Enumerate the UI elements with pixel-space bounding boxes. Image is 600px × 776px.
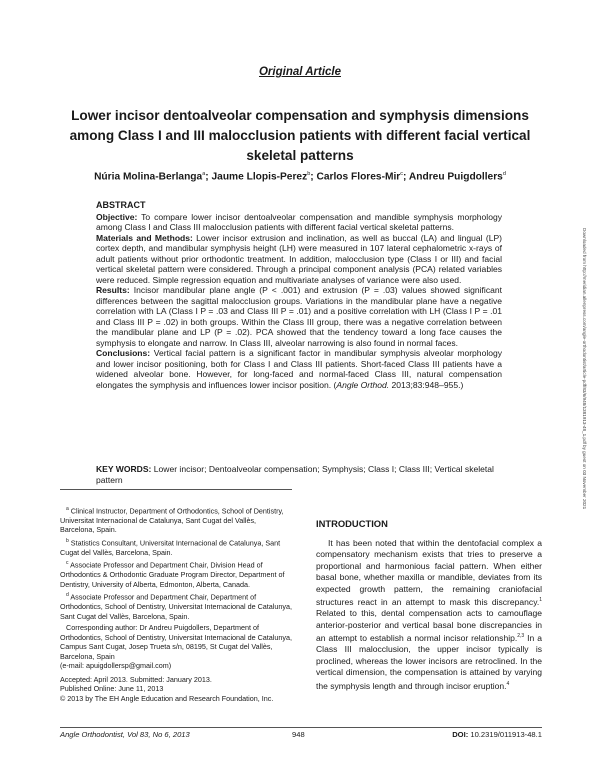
author-name: Carlos Flores-Mir — [316, 171, 401, 183]
doi-value: 10.2319/011913-48.1 — [468, 730, 542, 739]
accepted-date: Accepted: April 2013. Submitted: January 2013. — [60, 674, 212, 684]
author-name: Jaume Llopis-Perez — [211, 171, 308, 183]
affiliation — [60, 537, 292, 557]
affiliation-text: Clinical Instructor, Department of Orthodontics, School of Dentistry, Universitat Internacional de Catalunya, Sant Cugat del Vallès, Barcelona, Spain. — [60, 506, 284, 535]
corresponding-text: Corresponding author: Dr Andreu Puigdollers, Department of Orthodontics, School of Dentistry, Universitat Internacional de Catalunya, Campus Sant Cugat, Josep Trueta s/n, 08195, St Cugat del Vallès, Barcelona, Spain — [60, 623, 292, 661]
citation-journal: Angle Orthod. — [336, 379, 390, 390]
objective-label: Objective: — [96, 211, 138, 222]
affiliation-mark: c — [66, 560, 69, 567]
objective-text: To compare lower incisor dentoalveolar compensation and mandible symphysis morphology among Class I and Class III malocclusion patients with different facial vertical skeletal patterns. — [96, 211, 502, 232]
article-title: Lower incisor dentoalveolar compensation and symphysis dimensions among Class I and III malocclusion patients with different facial vertical skeletal patterns — [69, 108, 531, 163]
author-separator: ; — [403, 171, 409, 183]
conclusions-label: Conclusions: — [96, 348, 151, 358]
abstract-methods — [96, 233, 502, 286]
affiliation-text: Associate Professor and Department Chair, Division Head of Orthodontics & Orthodontic Graduate Program Director, Department of Dentistry, University of Alberta, Edmonton, Alberta, Canada. — [60, 560, 285, 589]
doi-label: DOI: — [452, 730, 469, 739]
download-note-text: Downloaded from http://meridian.allenpress.com/angle-orthodontist/article-pdf/83/6/948/1381913-48_1.pdf by guest on 03 November 2021 — [582, 228, 587, 510]
author-separator: ; — [205, 171, 212, 183]
conclusions-text: Vertical facial pattern is a significant factor in mandibular symphysis alveolar morphology and lower incisor positioning, both for Class I and Class III patients. Short-faced Class III patients have a widened alveolar bone. However, for long-faced and normal-faced Class III, natural compensation elongates the symphysis and influences lower incisor position. — [96, 348, 502, 390]
corresponding-email: (e-mail: apuigdollersp@gmail.com) — [60, 661, 172, 671]
affiliation-mark: a — [202, 171, 206, 177]
affiliation — [60, 591, 292, 621]
copyright: © 2013 by The EH Angle Education and Research Foundation, Inc. — [60, 693, 274, 703]
intro-sentence: Related to this, dental compensation acts to camouflage anterior-posterior and vertical basal bone discrepancies in an attempt to establish a normal incisor relationship. — [316, 608, 542, 643]
abstract-results — [96, 285, 502, 348]
affiliation-mark: a — [66, 506, 69, 512]
section-label: Original Article — [258, 66, 341, 78]
author-list — [60, 171, 540, 182]
footer-divider — [60, 727, 542, 728]
author-name: Andreu Puigdollers — [408, 171, 503, 183]
affiliations — [60, 505, 292, 705]
author-separator: ; — [310, 171, 317, 183]
abstract-heading: ABSTRACT — [96, 200, 146, 210]
affiliation-mark: c — [400, 171, 404, 177]
footer-doi — [440, 730, 542, 739]
affiliation-mark: d — [66, 592, 69, 599]
introduction-text — [316, 538, 542, 692]
results-label: Results: — [96, 285, 130, 295]
article-dates — [60, 675, 292, 704]
affiliation-text: Statistics Consultant, Universitat Internacional de Catalunya, Sant Cugat del Vallès, Barcelona, Spain. — [60, 538, 281, 557]
affiliation-mark: b — [66, 537, 69, 544]
reference-mark: 1 — [539, 597, 542, 604]
affiliation-mark: b — [307, 171, 311, 177]
intro-sentence: It has been noted that within the dentofacial complex a compensatory mechanism exists that tries to preserve a proportional and harmonious facial pattern. When either basal bone, whether maxilla or mandible, deviates from its expected growth pattern, the remaining craniofacial structures react in an attempt to mask this discrepancy. — [316, 538, 542, 607]
keywords — [96, 464, 502, 485]
corresponding-author — [60, 623, 292, 671]
footnote-divider — [60, 489, 292, 490]
abstract-objective — [96, 212, 502, 233]
intro-sentence: In a Class III malocclusion, the upper incisor typically is proclined, whereas the lower incisors are retroclined. In the vertical dimension, the compensation is attained by varying the symphysis length and through incisor eruption. — [316, 632, 543, 691]
download-note — [578, 228, 590, 628]
methods-text: Lower incisor extrusion and inclination, as well as buccal (LA) and lingual (LP) cortex depth, and mandibular symphysis height (LH) were measured in 107 lateral cephalometric x-rays of adult patients without prior orthodontic treatment. In addition, malocclusion type (Class I or III) and facial vertical skeletal pattern were considered. Through a principal component analysis (PCA) related variables were reduced. Simple regression equation and multivariate analyses of variance were also used. — [96, 232, 502, 285]
affiliation — [60, 505, 292, 535]
abstract — [96, 200, 502, 390]
reference-mark: 2,3 — [517, 633, 525, 640]
affiliation-mark: d — [502, 171, 506, 177]
abstract-conclusions: Conclusions: Vertical facial pattern is a significant factor in mandibular symphysis alveolar morphology and lower incisor positioning, both for Class I and Class III patients. Short-faced Class III patients have a widened alveolar bone. However, for long-faced and normal-faced Class III, natural compensation elongates the symphysis and influences lower incisor position. (Angle Orthod. 2013;83:948–955.) — [96, 348, 502, 390]
affiliation-text: Associate Professor and Department Chair, Department of Orthodontics, School of Dentistry, Universitat Internacional de Catalunya, Sant Cugat del Vallès, Barcelona, Spain. — [60, 592, 292, 621]
author-name: Núria Molina-Berlanga — [94, 171, 203, 183]
reference-mark: 4 — [506, 680, 510, 687]
published-date: Published Online: June 11, 2013 — [60, 684, 164, 694]
keywords-text: Lower incisor; Dentoalveolar compensation; Symphysis; Class I; Class III; Vertical skeletal pattern — [96, 464, 494, 485]
footer-journal: Angle Orthodontist, Vol 83, No 6, 2013 — [60, 730, 190, 739]
methods-label: Materials and Methods: — [96, 232, 193, 243]
results-text: Incisor mandibular plane angle (P < .001) and extrusion (P = .03) values showed significant differences between the sagittal malocclusion groups. Variations in the mandibular plane have a negative correlation with LA (Class I P = .03 and Class III P = .01) and a positive correlation with LH (Class I P = .01 and Class III P = .02) in both groups. Within the Class III group, there was a negative correlation between the mandibular plane and LP (P = .02). PCA showed that the tendency toward a long face causes the symphysis to elongate and narrow. In Class III, alveolar narrowing is also found in normal faces. — [96, 285, 502, 348]
introduction-heading: INTRODUCTION — [316, 518, 388, 529]
citation-rest: 2013;83:948–955.) — [389, 379, 464, 390]
page-number: 948 — [292, 730, 305, 739]
keywords-label: KEY WORDS: — [96, 464, 152, 474]
affiliation — [60, 559, 292, 589]
